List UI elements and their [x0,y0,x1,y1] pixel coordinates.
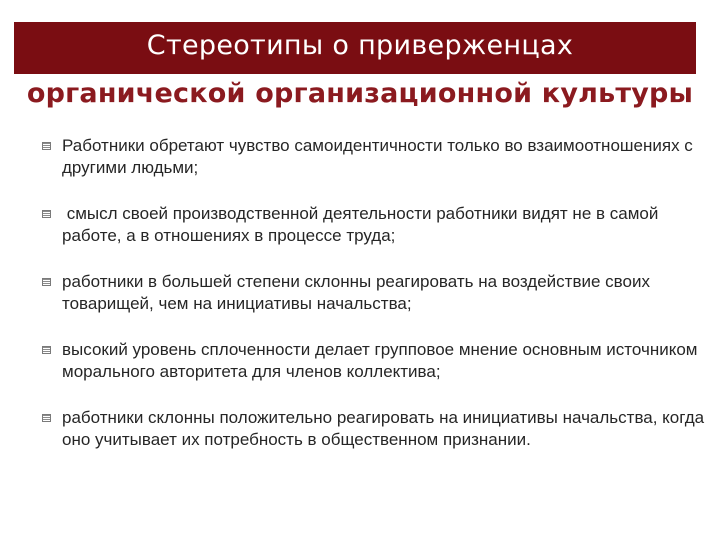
bullet-item [40,407,705,451]
slide-title-line-2: органической организационной культуры [26,78,694,109]
square-bullet-icon [42,278,51,286]
bullet-item [40,271,705,315]
square-bullet-icon [42,414,51,422]
bullet-item [40,203,705,247]
bullet-item [40,339,705,383]
bullet-item [40,135,705,179]
bullet-list [40,135,705,475]
bullet-text: работники склонны положительно реагировать на инициативы начальства, когда оно учитывает их потребность в общественном признании. [62,408,705,449]
bullet-text: Работники обретают чувство самоидентичности только во взаимоотношениях с другими людьми; [62,136,693,177]
bullet-text: смысл своей производственной деятельности работники видят не в самой работе, а в отношениях в процессе труда; [62,204,664,245]
square-bullet-icon [42,142,51,150]
square-bullet-icon [42,210,51,218]
bullet-text: высокий уровень сплоченности делает групповое мнение основным источником морального авторитета для членов коллектива; [62,340,698,381]
slide-title-line-1: Стереотипы о приверженцах [146,30,574,61]
square-bullet-icon [42,346,51,354]
bullet-text: работники в большей степени склонны реагировать на воздействие своих товарищей, чем на инициативы начальства; [62,272,650,313]
